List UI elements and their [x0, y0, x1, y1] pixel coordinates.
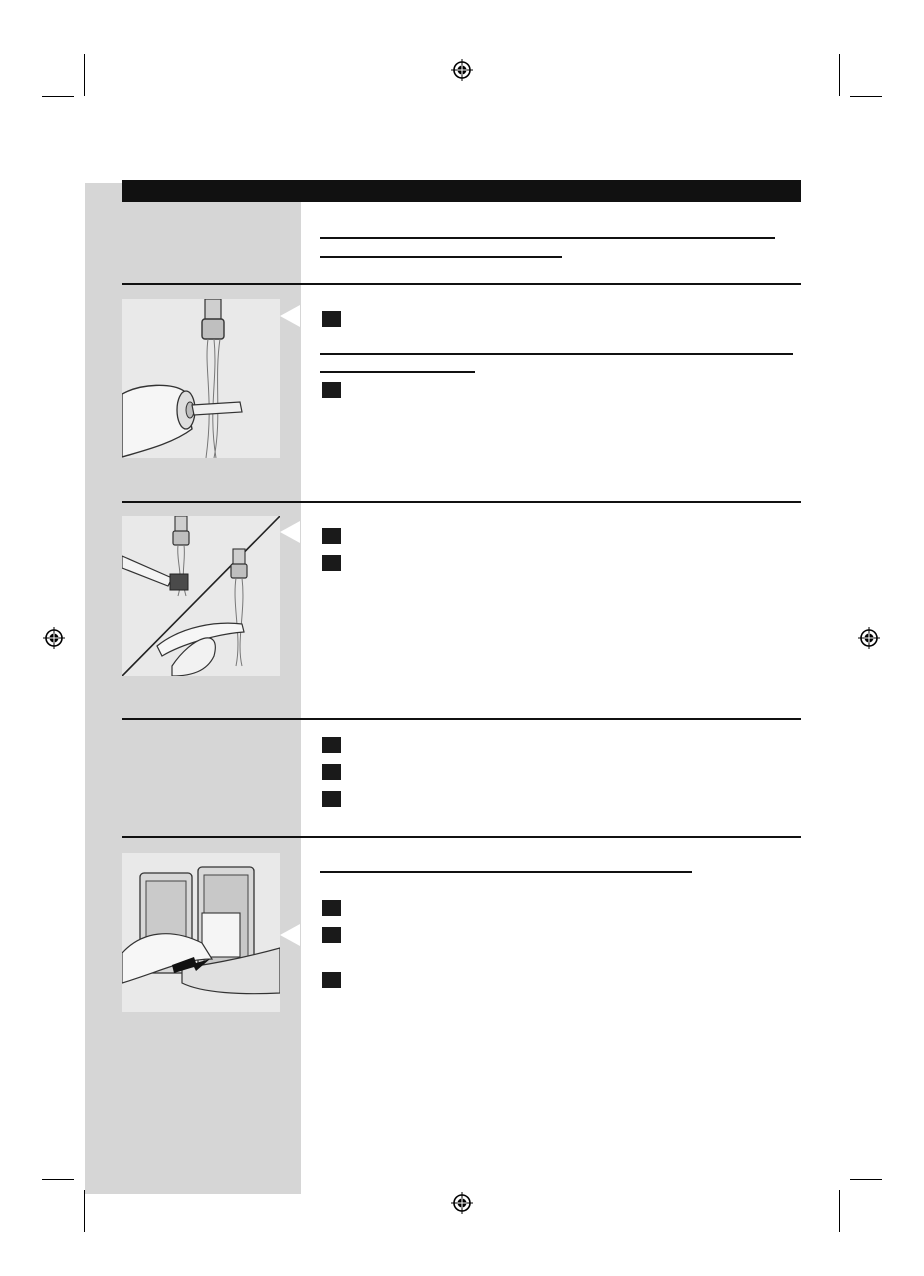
registration-mark-icon [858, 627, 880, 649]
faucet-rinsing-brush-head-illustration [122, 516, 280, 676]
section-divider [122, 501, 801, 503]
faucet-rinsing-handle-illustration [122, 299, 280, 458]
heading-underline [320, 353, 793, 355]
section-divider [122, 283, 801, 285]
travel-charger-removal-illustration [122, 853, 280, 1012]
crop-mark-icon [42, 1179, 74, 1180]
step-box-icon [322, 764, 341, 780]
step-box-icon [322, 972, 341, 988]
crop-mark-icon [839, 54, 840, 96]
heading-underline [320, 256, 562, 258]
header-bar [122, 180, 801, 202]
step-box-icon [322, 555, 341, 571]
section-divider [122, 718, 801, 720]
crop-mark-icon [850, 1179, 882, 1180]
heading-underline [320, 371, 475, 373]
callout-pointer [280, 305, 300, 327]
heading-underline [320, 871, 692, 873]
crop-mark-icon [84, 54, 85, 96]
registration-mark-icon [43, 627, 65, 649]
step-box-icon [322, 528, 341, 544]
step-box-icon [322, 382, 341, 398]
crop-mark-icon [84, 1190, 85, 1232]
crop-mark-icon [839, 1190, 840, 1232]
step-box-icon [322, 791, 341, 807]
step-box-icon [322, 737, 341, 753]
step-box-icon [322, 927, 341, 943]
crop-mark-icon [850, 96, 882, 97]
registration-mark-icon [451, 59, 473, 81]
heading-underline [320, 237, 775, 239]
step-box-icon [322, 900, 341, 916]
crop-mark-icon [42, 96, 74, 97]
registration-mark-icon [451, 1192, 473, 1214]
callout-pointer [280, 924, 300, 946]
step-box-icon [322, 311, 341, 327]
section-divider [122, 836, 801, 838]
callout-pointer [280, 521, 300, 543]
